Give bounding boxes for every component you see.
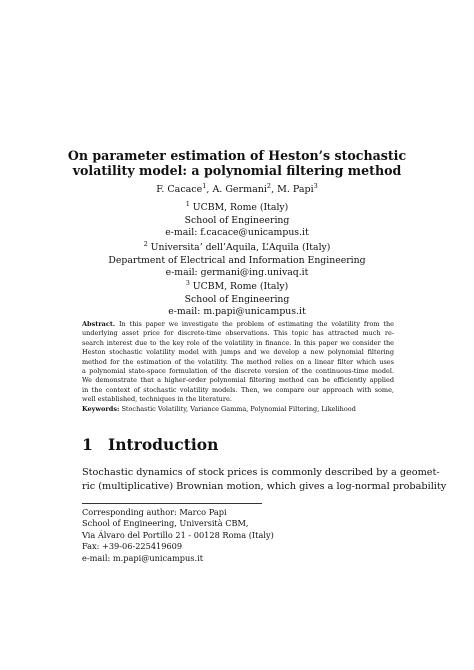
- author-separator: ,: [271, 184, 278, 195]
- affiliation-email: e-mail: m.papi@unicampus.it: [168, 306, 306, 317]
- paper-title: [60, 148, 414, 178]
- abstract-line: in the context of stochastic volatility models. Then, we compare our approach with some,: [82, 385, 394, 394]
- author-name: A. Germani: [212, 184, 267, 195]
- footnote-line: e-mail: m.papi@unicampus.it: [82, 552, 204, 563]
- footnote-line: Fax: +39-06-225419609: [82, 541, 183, 552]
- author-list: [60, 184, 414, 196]
- footnote-rule: [82, 503, 262, 504]
- abstract-line: a polynomial state-space formulation of the discrete version of the continuous-time model.: [82, 367, 394, 376]
- abstract-label: Abstract.: [82, 320, 116, 328]
- affiliation-mark: 1: [185, 200, 190, 208]
- affiliation-block-2: [40, 242, 434, 280]
- abstract-line: We demonstrate that a higher-order polynomial filtering method can be efficiently applied: [82, 376, 394, 385]
- affiliation-block-1: [40, 202, 434, 240]
- keywords-text: Stochastic Volatility, Variance Gamma, Polynomial Filtering, Likelihood: [119, 404, 356, 413]
- affiliation-institution: $^3$ UCBM, Rome (Italy): [185, 279, 289, 292]
- abstract-line: well established, techniques in the literature.: [82, 395, 232, 404]
- footnote-line: School of Engineering, Università CBM,: [82, 518, 249, 529]
- keywords: [82, 405, 394, 414]
- body-text-line: Stochastic dynamics of stock prices is commonly described by a geomet-: [82, 467, 440, 478]
- affiliation-institution: $^2$ Universita’ dell’Aquila, L’Aquila (Italy): [143, 240, 331, 253]
- affiliation-department: School of Engineering: [184, 293, 290, 305]
- abstract-line: underlying asset price for discrete-time observations. This topic has attracted much re-: [82, 329, 394, 338]
- affiliation-mark: 2: [143, 240, 148, 248]
- author-affiliation-mark: 3: [313, 182, 318, 190]
- author-separator: ,: [206, 184, 213, 195]
- author-name: M. Papi: [277, 184, 314, 195]
- affiliation-institution: $^1$ UCBM, Rome (Italy): [185, 200, 289, 213]
- author-affiliation-mark: 1: [202, 182, 207, 190]
- abstract-line: Abstract. In this paper we investigate the problem of estimating the volatility from the: [82, 320, 394, 328]
- author-affiliation-mark: 2: [266, 182, 272, 190]
- affiliation-department: School of Engineering: [184, 214, 290, 226]
- section-heading: [82, 436, 218, 454]
- abstract-line: search interest due to the key role of the volatility in finance. In this paper we consider the: [82, 338, 394, 347]
- section-number: 1: [82, 435, 93, 454]
- affiliation-department: Department of Electrical and Information Engineering: [108, 254, 366, 266]
- footnote-line: Corresponding author: Marco Papi: [82, 507, 227, 517]
- affiliation-mark: 3: [185, 279, 190, 287]
- keywords-label: Keywords:: [82, 404, 120, 413]
- section-title: Introduction: [108, 435, 219, 454]
- intro-paragraph: [82, 466, 447, 493]
- footnote-line: Via Álvaro del Portillo 21 - 00128 Roma (Italy): [82, 529, 274, 540]
- abstract-line: Heston stochastic volatility model with jumps and we develop a new polynomial filtering: [82, 348, 394, 357]
- abstract-line: method for the estimation of the volatility. The method relies on a linear filter which uses: [82, 357, 394, 366]
- affiliation-email: e-mail: f.cacace@unicampus.it: [165, 227, 309, 238]
- footnote: [82, 507, 394, 564]
- body-text-line: ric (multiplicative) Brownian motion, which gives a log-normal probability: [82, 480, 447, 492]
- abstract: [82, 320, 394, 414]
- title-line-2: volatility model: a polynomial filtering method: [72, 163, 402, 178]
- title-line-1: On parameter estimation of Heston’s stochastic: [67, 148, 407, 163]
- affiliation-block-3: [40, 281, 434, 319]
- author-name: F. Cacace: [156, 184, 203, 195]
- affiliation-email: e-mail: germani@ing.univaq.it: [165, 267, 309, 278]
